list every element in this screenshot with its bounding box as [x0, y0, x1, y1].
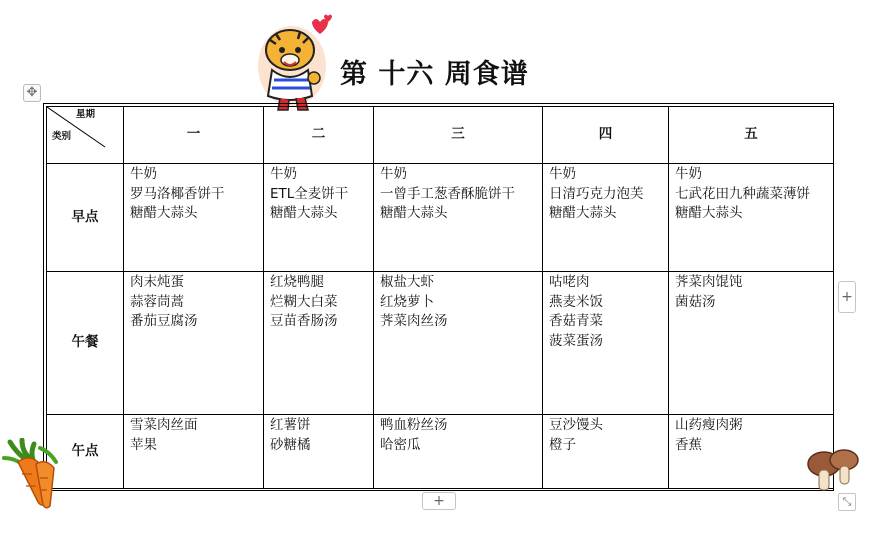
dish-item: 糖醋大蒜头: [549, 205, 617, 221]
dish-item: 咕咾肉: [549, 274, 590, 290]
dish-item: 红烧萝卜: [380, 293, 434, 310]
table-row-afternoon-snack: [47, 415, 834, 489]
menu-cell[interactable]: [543, 164, 669, 272]
dish-item: 一曾手工葱香酥脆饼干: [380, 185, 515, 202]
weekday-axis-label: 星期: [75, 109, 95, 120]
row-header-breakfast: 早点: [47, 164, 124, 272]
dish-item: 菌菇汤: [675, 293, 716, 310]
row-header-lunch: 午餐: [47, 272, 124, 415]
menu-cell[interactable]: [669, 164, 834, 272]
dish-item: 橙子: [549, 436, 576, 453]
dish-item: 罗马洛椰香饼干: [130, 185, 225, 202]
dish-item: 苹果: [130, 436, 157, 453]
dish-item: 雪菜肉丝面: [130, 417, 198, 433]
menu-cell[interactable]: [543, 272, 669, 415]
dish-item: 蒜蓉茼蒿: [130, 293, 184, 310]
day-header-wed: 三: [374, 107, 543, 164]
dish-item: 荠菜肉丝汤: [380, 313, 448, 329]
category-axis-label: 类别: [52, 131, 72, 142]
menu-cell[interactable]: [669, 272, 834, 415]
menu-cell[interactable]: [374, 164, 543, 272]
dish-item: 荠菜肉馄饨: [675, 274, 743, 290]
menu-cell[interactable]: [124, 272, 264, 415]
dish-item: 牛奶: [675, 166, 702, 182]
dish-item: 牛奶: [130, 166, 157, 182]
table-row-lunch: [47, 272, 834, 415]
header-row: [47, 107, 834, 164]
dish-item: 豆沙馒头: [549, 417, 603, 433]
dish-item: 肉末炖蛋: [130, 274, 184, 290]
dish-item: 菠菜蛋汤: [549, 332, 603, 349]
menu-cell[interactable]: [264, 415, 374, 489]
dish-item: 糖醋大蒜头: [675, 205, 743, 221]
mushrooms-image: [802, 446, 862, 494]
dish-item: 山药瘦肉粥: [675, 417, 743, 433]
menu-cell[interactable]: [264, 272, 374, 415]
menu-cell[interactable]: [264, 164, 374, 272]
page-title: 第 十六 周食谱: [340, 59, 529, 90]
dish-item: 砂糖橘: [270, 436, 311, 453]
dish-item: 日清巧克力泡芙: [549, 185, 644, 202]
dish-item: 椒盐大虾: [380, 274, 434, 290]
menu-table-frame: [43, 103, 834, 491]
menu-cell[interactable]: [124, 164, 264, 272]
dish-item: 红烧鸭腿: [270, 274, 324, 290]
dish-item: 烂糊大白菜: [270, 293, 338, 310]
carrots-image: [0, 438, 78, 510]
dish-item: 鸭血粉丝汤: [380, 417, 448, 433]
dish-item: 红薯饼: [270, 417, 311, 433]
row-header-afternoon-snack: 午点: [47, 415, 124, 489]
dish-item: 七武花田九种蔬菜薄饼: [675, 185, 810, 202]
menu-cell[interactable]: [374, 415, 543, 489]
table-move-handle-icon[interactable]: ✥: [23, 84, 41, 102]
dish-item: 牛奶: [380, 166, 407, 182]
menu-cell[interactable]: [374, 272, 543, 415]
dish-item: 糖醋大蒜头: [380, 205, 448, 221]
dish-item: 燕麦米饭: [549, 293, 603, 310]
dish-item: 豆苗香肠汤: [270, 313, 338, 329]
dish-item: 番茄豆腐汤: [130, 313, 198, 329]
day-header-tue: 二: [264, 107, 374, 164]
table-row-breakfast: [47, 164, 834, 272]
day-header-thu: 四: [543, 107, 669, 164]
corner-header-cell: [47, 107, 124, 164]
add-column-button[interactable]: +: [838, 281, 856, 313]
dish-item: 牛奶: [549, 166, 576, 182]
dish-item: 牛奶: [270, 166, 297, 182]
dish-item: ETL全麦饼干: [270, 185, 349, 202]
day-header-mon: 一: [124, 107, 264, 164]
day-header-fri: 五: [669, 107, 834, 164]
dish-item: 香蕉: [675, 436, 702, 453]
table-resize-handle-icon[interactable]: ⤡: [838, 493, 856, 511]
add-row-button[interactable]: +: [422, 492, 456, 510]
dish-item: 糖醋大蒜头: [270, 205, 338, 221]
dish-item: 糖醋大蒜头: [130, 205, 198, 221]
dish-item: 香菇青菜: [549, 313, 603, 329]
dish-item: 哈密瓜: [380, 436, 421, 453]
menu-cell[interactable]: [543, 415, 669, 489]
menu-cell[interactable]: [124, 415, 264, 489]
menu-table: [46, 106, 834, 489]
